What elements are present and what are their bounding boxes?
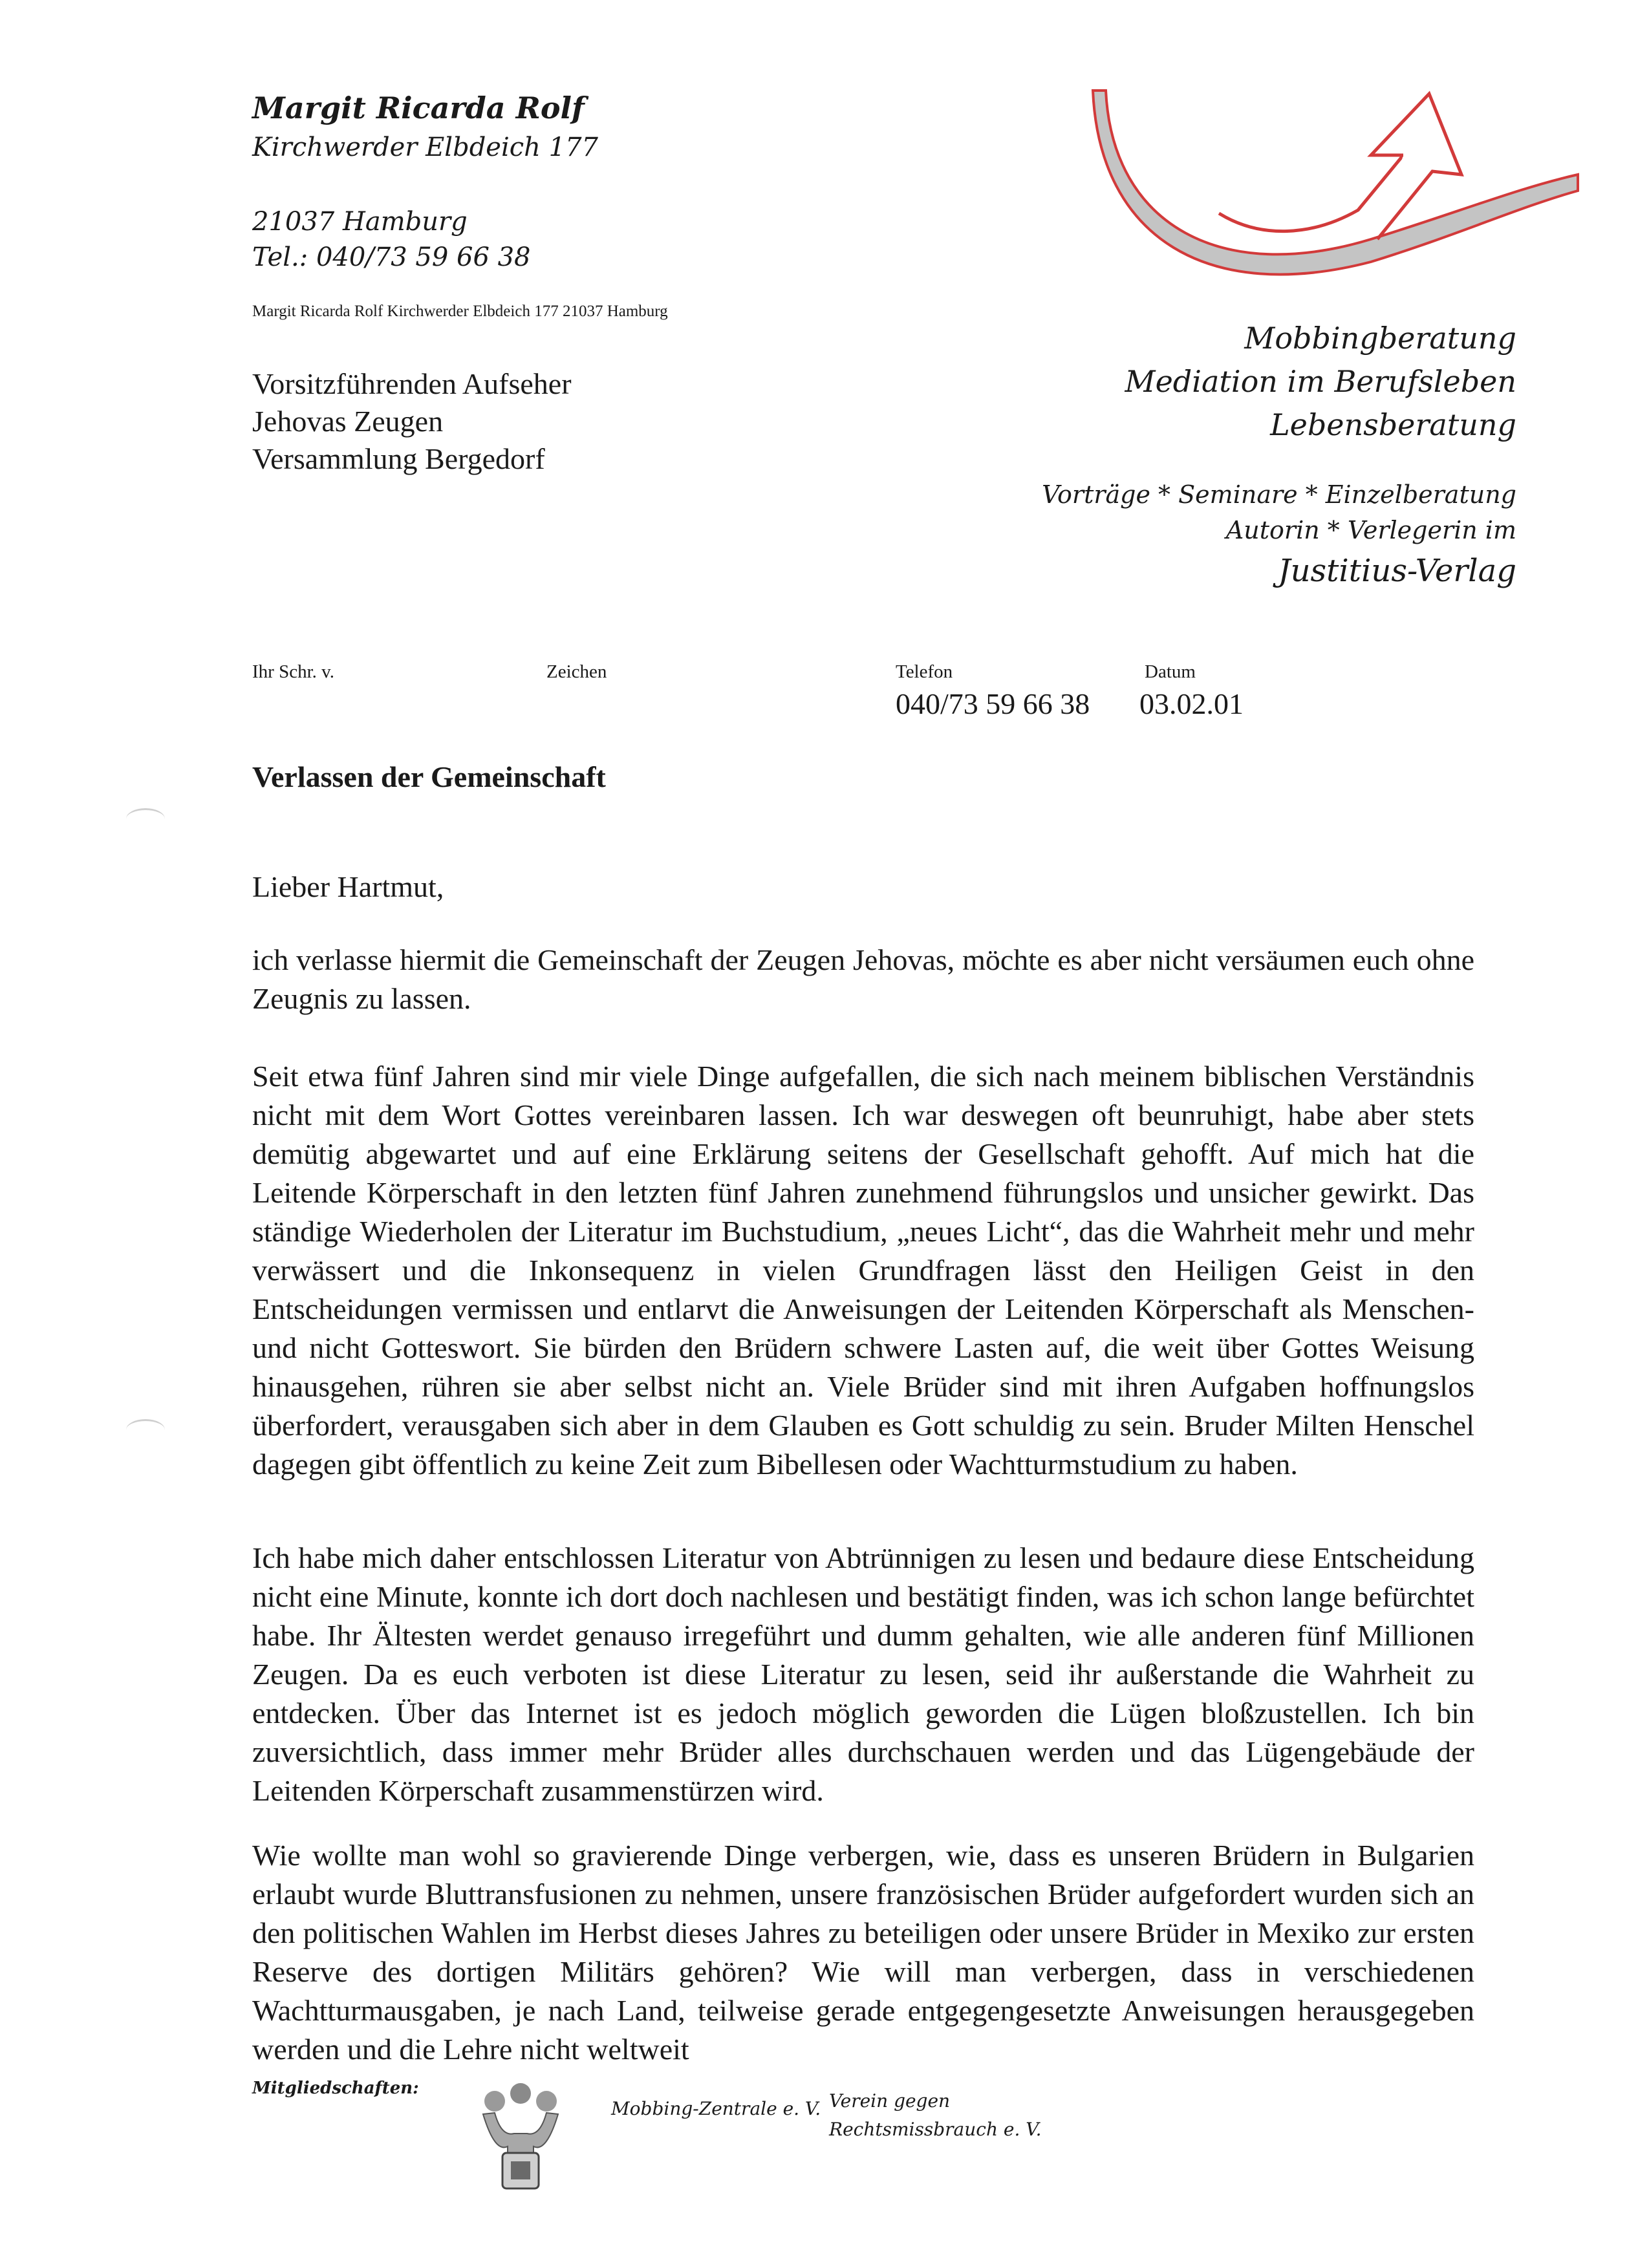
letter-salutation: Lieber Hartmut,	[252, 870, 444, 903]
membership-org-2-line-2: Rechtsmissbrauch e. V.	[829, 2119, 1042, 2140]
arrow-swoosh-logo	[1067, 78, 1584, 284]
service-mediation: Mediation im Berufsleben	[1125, 364, 1516, 399]
ref-label-datum: Datum	[1145, 661, 1196, 682]
publisher-name: Justitius-Verlag	[1278, 553, 1516, 589]
recipient-line-1: Vorsitzführenden Aufseher	[252, 367, 572, 400]
body-paragraph: ich verlasse hiermit die Gemeinschaft der Zeugen Jehovas, möchte es aber nicht versäumen euch ohne Zeugnis zu lassen.	[252, 943, 1474, 1015]
ref-value-telefon: 040/73 59 66 38	[896, 687, 1090, 720]
memberships-label: Mitgliedschaften:	[252, 2079, 419, 2098]
service-mobbing: Mobbingberatung	[1244, 321, 1516, 356]
services-block	[1125, 317, 1516, 447]
sender-phone: Tel.: 040/73 59 66 38	[252, 242, 531, 272]
letter-subject: Verlassen der Gemeinschaft	[252, 760, 606, 793]
membership-org-2	[829, 2087, 1041, 2144]
ref-label-ihr: Ihr Schr. v.	[252, 661, 334, 682]
service-counseling: Lebensberatung	[1270, 407, 1516, 442]
punch-mark-lower	[126, 1419, 165, 1440]
body-paragraph: Ich habe mich daher entschlossen Literatur von Abtrünnigen zu lesen und bedaure diese Entscheidung nicht eine Minute, konnte ich dort doch nachlesen und bestätigt finden, was ich schon lange befürchtet habe. Ihr Ältesten werdet genauso irregeführt und dumm gehalten, wie alle anderen fünf Millionen Zeugen. Da es euch verboten ist diese Literatur zu lesen, seid ihr außerstande die Wahrheit zu entdecken. Über das Internet ist es jedoch möglich geworden die Lügen bloßzustellen. Ich bin zuversichtlich, dass immer mehr Brüder alles durchschauen werden und das Lügengebäude der Leitenden Körperschaft zusammenstürzen wird.	[252, 1541, 1474, 1807]
membership-org-2-line-1: Verein gegen	[829, 2090, 951, 2112]
body-paragraph: Wie wollte man wohl so gravierende Dinge verbergen, wie, dass es unseren Brüdern in Bulgarien erlaubt wurde Bluttransfusionen zu nehmen, unsere französischen Brüder aufgefordert wurden sich an den politischen Wahlen im Herbst dieses Jahres zu beteiligen oder unsere Brüder in Mexiko zur ersten Reserve des dortigen Militärs gehören? Wie will man verbergen, dass in verschiedenen Wachtturmausgaben, je nach Land, teilweise gerade entgegengesetzte Anweisungen herausgegeben werden und die Lehre nicht weltweit	[252, 1839, 1474, 2066]
offer-line-1: Vorträge * Seminare * Einzelberatung	[1042, 480, 1516, 509]
sender-street: Kirchwerder Elbdeich 177	[252, 133, 598, 162]
sender-name: Margit Ricarda Rolf	[252, 91, 585, 125]
punch-mark-upper	[126, 808, 165, 829]
sender-city: 21037 Hamburg	[252, 207, 468, 237]
offer-block	[1042, 477, 1516, 594]
membership-org-1: Mobbing-Zentrale e. V.	[611, 2098, 821, 2119]
body-paragraph: Seit etwa fünf Jahren sind mir viele Dinge aufgefallen, die sich nach meinem biblischen Verständnis nicht mit dem Wort Gottes vereinbaren lassen. Ich war deswegen oft beunruhigt, habe aber stets demütig abgewartet und auf eine Erklärung seitens der Gesellschaft gehofft. Auf mich hat die Leitende Körperschaft in den letzten fünf Jahren zunehmend führungslos und unsicher gewirkt. Das ständige Wiederholen der Literatur im Buchstudium, „neues Licht“, das die Wahrheit mehr und mehr verwässert und die Inkonsequenz in vielen Grundfragen lässt den Heiligen Geist in den Entscheidungen vermissen und entlarvt die Anweisungen der Leitenden Körperschaft als Menschen- und nicht Gotteswort. Sie bürden den Brüdern schwere Lasten auf, die weit über Gottes Weisung hinausgehen, rühren sie aber selbst nicht an. Viele Brüder sind mit ihren Aufgaben hoffnungslos überfordert, verausgaben sich aber in dem Glauben es Gott schuldig zu sein. Bruder Milten Henschel dagegen gibt öffentlich zu keine Zeit zum Bibellesen oder Wachtturmstudium zu haben.	[252, 1060, 1474, 1481]
recipient-line-2: Jehovas Zeugen	[252, 405, 444, 438]
recipient-address	[252, 365, 572, 478]
ref-label-telefon: Telefon	[896, 661, 953, 682]
recipient-line-3: Versammlung Bergedorf	[252, 442, 545, 475]
ref-label-zeichen: Zeichen	[546, 661, 607, 682]
association-emblem-icon	[475, 2075, 566, 2198]
offer-line-2: Autorin * Verlegerin im	[1225, 516, 1516, 544]
return-address-line: Margit Ricarda Rolf Kirchwerder Elbdeich 177 21037 Hamburg	[252, 303, 668, 320]
ref-value-datum: 03.02.01	[1139, 687, 1244, 720]
